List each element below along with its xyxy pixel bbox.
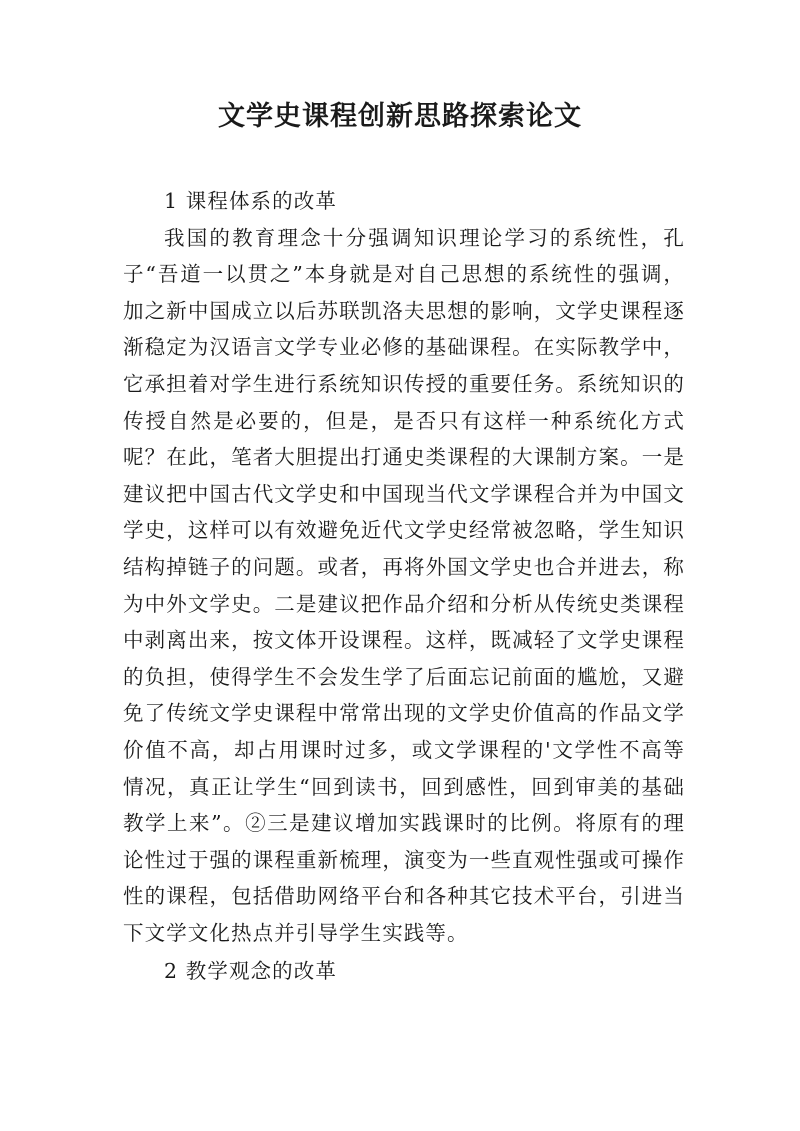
section-heading-2: 2 教学观念的改革 xyxy=(164,959,337,984)
document-title: 文学史课程创新思路探索论文 xyxy=(218,101,582,132)
section-heading-1: 1 课程体系的改革 xyxy=(164,189,337,213)
document-body xyxy=(123,183,685,990)
section-paragraph-1: 我国的教育理念十分强调知识理论学习的系统性，孔子“吾道一以贯之”本身就是对自己思想的系统性的强调，加之新中国成立以后苏联凯洛夫思想的影响，文学史课程逐渐稳定为汉语言文学专业必修的基础课程。在实际教学中，它承担着对学生进行系统知识传授的重要任务。系统知识的传授自然是必要的，但是，是否只有这样一种系统化方式呢？在此，笔者大胆提出打通史类课程的大课制方案。一是建议把中国古代文学史和中国现当代文学课程合并为中国文学史，这样可以有效避免近代文学史经常被忽略，学生知识结构掉链子的问题。或者，再将外国文学史也合并进去，称为中外文学史。二是建议把作品介绍和分析从传统史类课程中剥离出来，按文体开设课程。这样，既减轻了文学史课程的负担，使得学生不会发生学了后面忘记前面的尴尬，又避免了传统文学史课程中常常出现的文学史价值高的作品文学价值不高，却占用课时过多，或文学课程的'文学性不高等情况，真正让学生“回到读书，回到感性，回到审美的基础教学上来”。②三是建议增加实践课时的比例。将原有的理论性过于强的课程重新梳理，演变为一些直观性强或可操作性的课程，包括借助网络平台和各种其它技术平台，引进当下文学文化热点并引导学生实践等。 xyxy=(123,225,685,945)
